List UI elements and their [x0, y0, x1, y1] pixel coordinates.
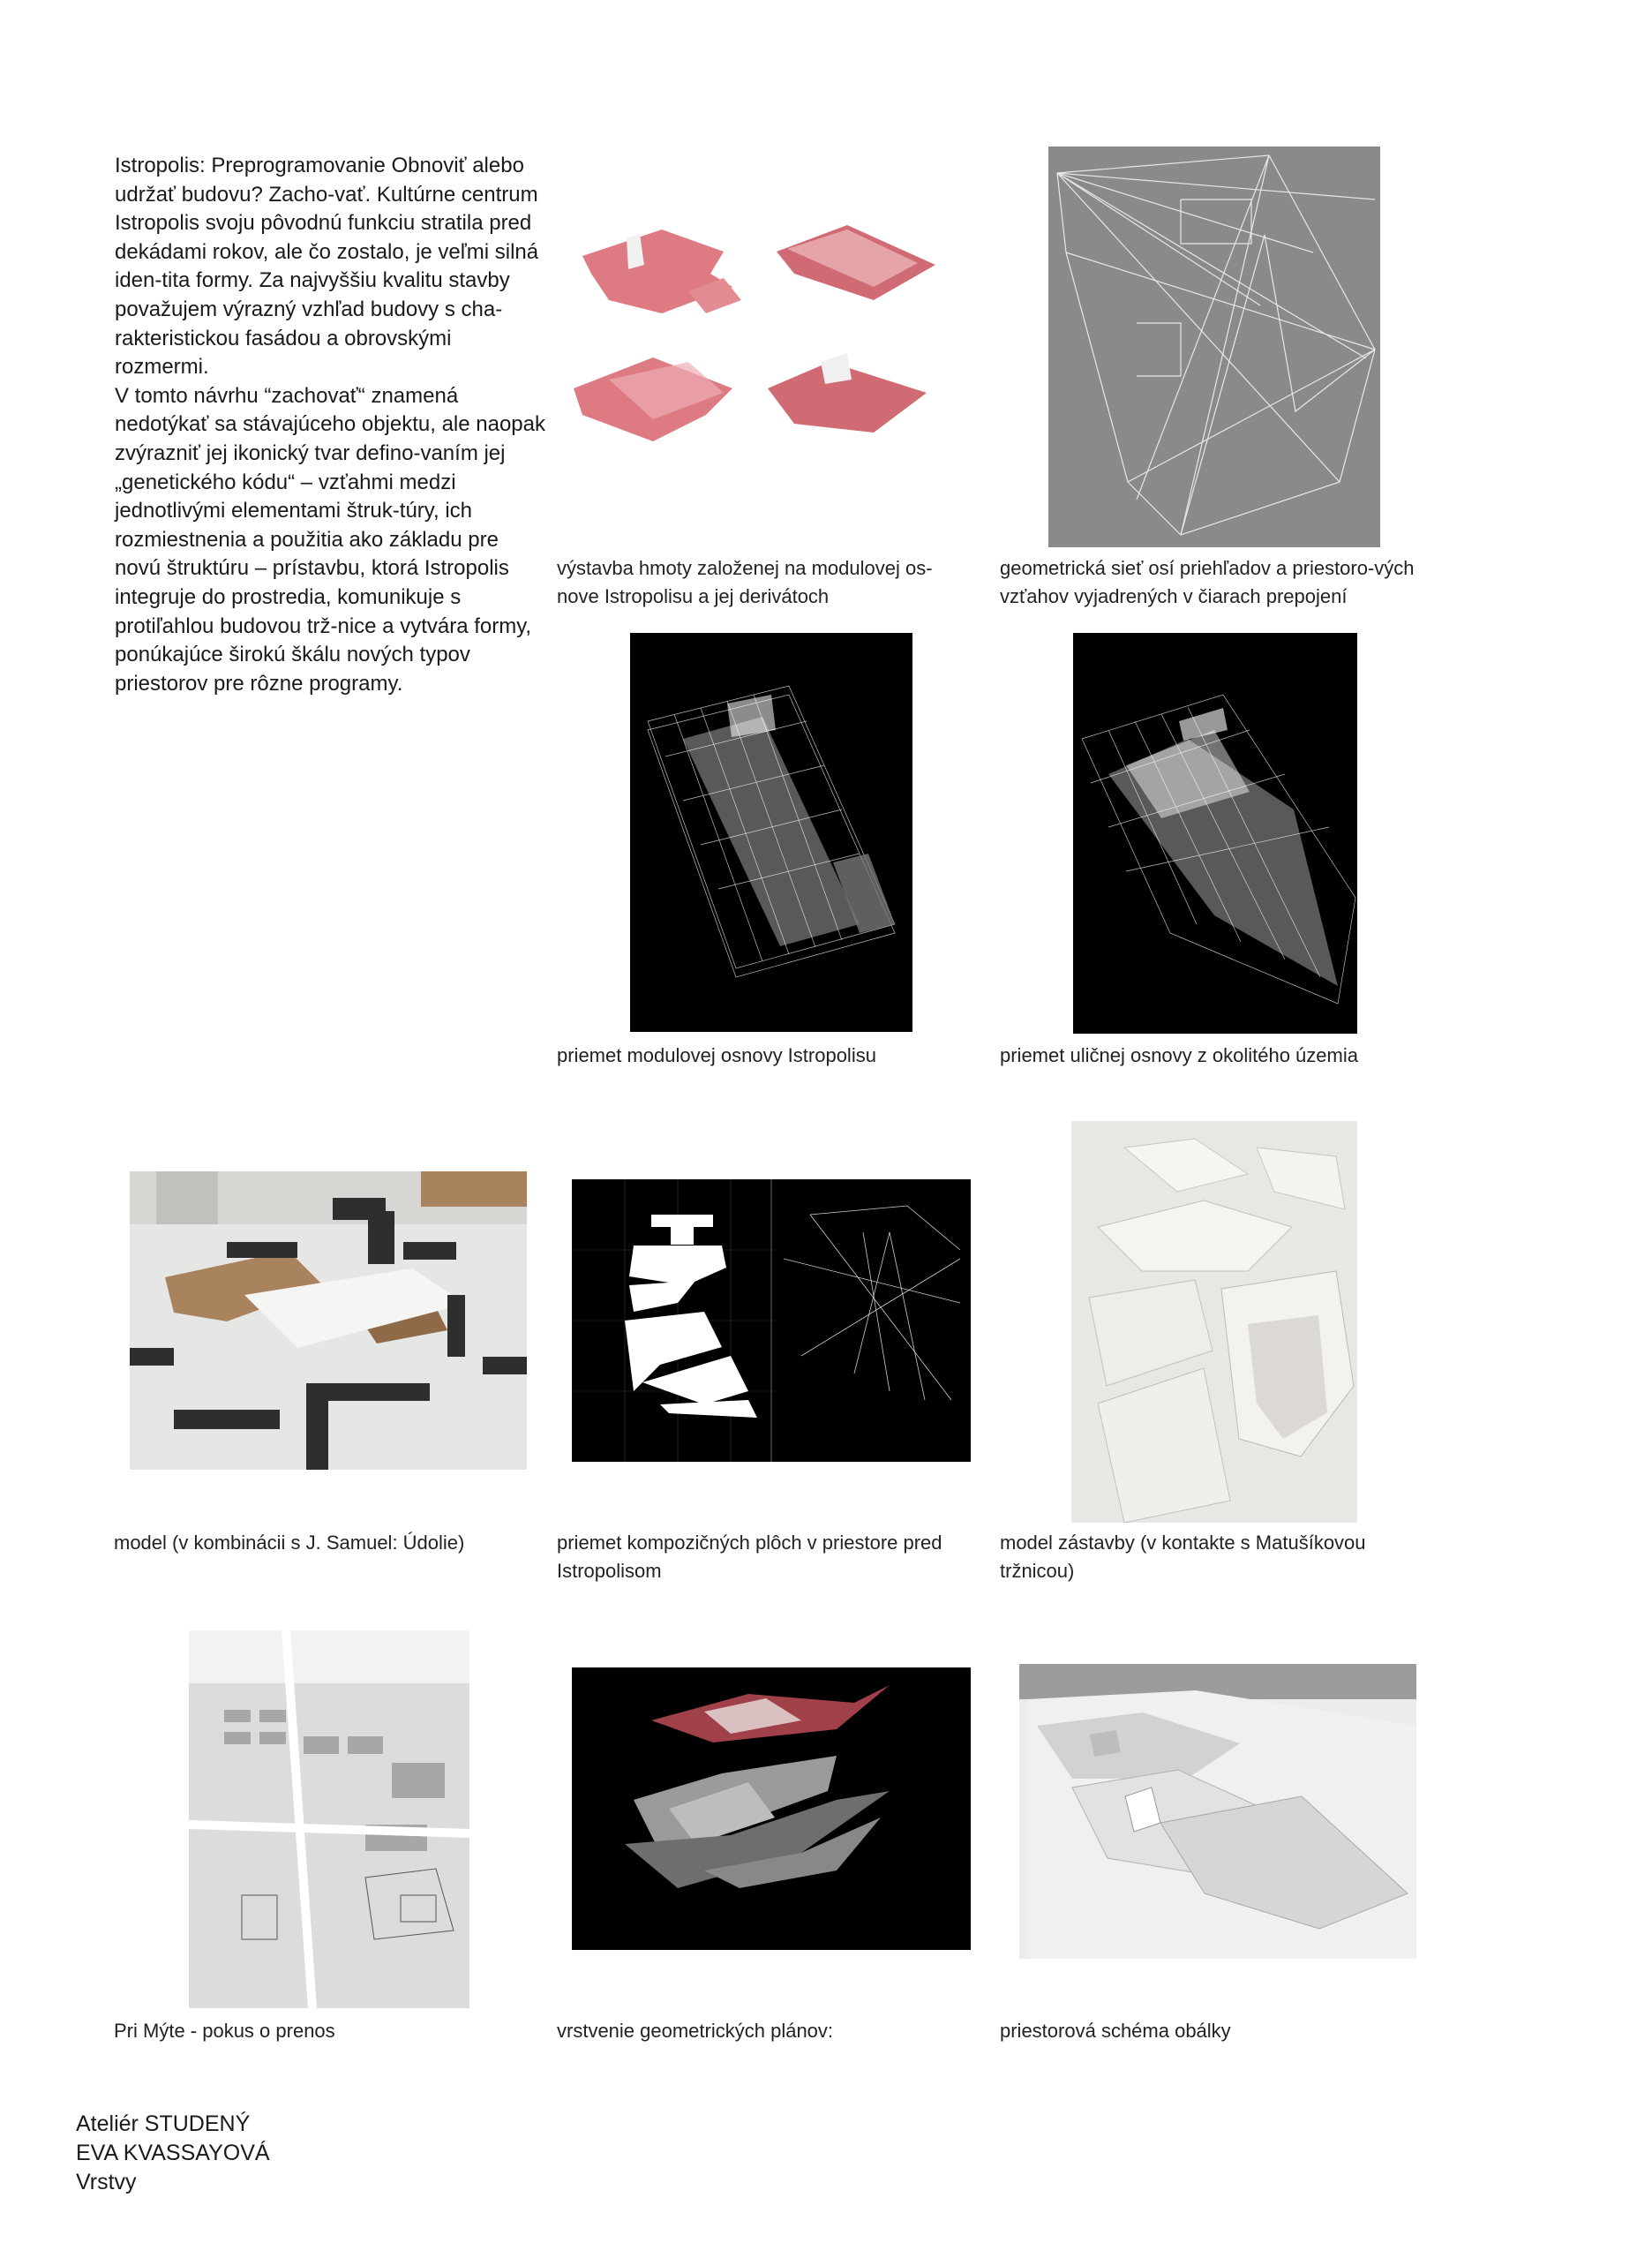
figure-mass-construction	[556, 203, 971, 459]
caption-envelope-schema: priestorová schéma obálky	[1000, 2020, 1231, 2042]
intro-text	[115, 152, 545, 698]
caption-modular-grid: priemet modulovej osnovy Istropolisu	[557, 1044, 876, 1066]
figure-modular-grid	[630, 633, 912, 1032]
figure-model-photo	[130, 1171, 527, 1470]
footer-title: Vrstvy	[76, 2170, 137, 2194]
caption-geometric-net: geometrická sieť osí priehľadov a priestoro-vých vzťahov vyjadrených v čiarach prepojení	[1000, 557, 1415, 607]
intro-paragraph-2: V tomto návrhu “zachovať“ znamená nedotýkať sa stávajúceho objektu, ale naopak zvýrazniť jej ikonický tvar defino-vaním jej „genetického kódu“ – vzťahmi medzi jednotlivými elementami štruk-túry, ich rozmiestnenia a použitia ako základu pre novú štruktúru – prístavbu, ktorá Istropolis integruje do prostredia, komunikuje s protiľahlou budovou trž-nice a vytvára formy, ponúkajúce širokú škálu nových typov priestorov pre rôzne programy.	[115, 383, 546, 696]
figure-composition-surfaces	[572, 1179, 971, 1462]
footer-studio: Ateliér STUDENÝ	[76, 2111, 251, 2136]
figure-geometric-net	[1048, 147, 1380, 547]
caption-mass-construction: výstavba hmoty založenej na modulovej os-nove Istropolisu a jej derivátoch	[557, 557, 933, 607]
caption-white-model: model zástavby (v kontakte s Matušíkovou tržnicou)	[1000, 1532, 1366, 1582]
figure-envelope-schema	[1019, 1664, 1416, 1959]
figure-layered-planes	[572, 1667, 971, 1950]
caption-layered-planes: vrstvenie geometrických plánov:	[557, 2020, 834, 2042]
figure-map	[189, 1630, 469, 2008]
caption-street-grid: priemet uličnej osnovy z okolitého územia	[1000, 1044, 1358, 1066]
caption-model-photo: model (v kombinácii s J. Samuel: Údolie)	[114, 1532, 465, 1554]
caption-composition-surfaces: priemet kompozičných plôch v priestore pred Istropolisom	[557, 1532, 942, 1582]
footer-credits	[76, 2110, 270, 2197]
intro-paragraph-1: Istropolis: Preprogramovanie Obnoviť alebo udržať budovu? Zacho-vať. Kultúrne centrum Istropolis svoju pôvodnú funkciu stratila pred dekádami rokov, ale čo zostalo, je veľmi silná iden-tita formy. Za najvyššiu kvalitu stavby považujem výrazný vzhľad budovy s cha-rakteristickou fasádou a obrovskými rozmermi.	[115, 154, 539, 380]
figure-white-model	[1071, 1121, 1357, 1523]
footer-author: EVA KVASSAYOVÁ	[76, 2141, 270, 2165]
figure-street-grid	[1073, 633, 1357, 1034]
caption-map: Pri Mýte - pokus o prenos	[114, 2020, 335, 2042]
